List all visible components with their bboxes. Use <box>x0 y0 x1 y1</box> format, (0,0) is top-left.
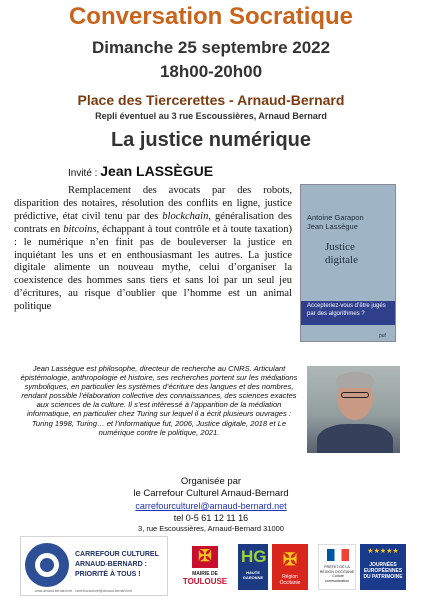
book-publisher: puf <box>379 333 386 339</box>
fallback-venue: Repli éventuel au 3 rue Escoussières, Arnaud Bernard <box>95 111 327 121</box>
occitanie-cross-icon: ✠ <box>282 550 298 569</box>
book-question: Accepteriez-vous d’être jugés par des algorithmes ? <box>307 303 386 317</box>
event-title: Conversation Socratique <box>68 3 354 30</box>
guest-bio: Jean Lassègue est philosophe, directeur de recherche au CNRS. Articulant épistémologie, anthropologie et histoire, ses recherches portent sur les médiations symboliques, en particulier les systèmes d’écriture des langues et des nombres, rendant possible l’élaboration collective des connaissances, des sciences exactes aux sciences de la culture. Il s’est intéressé à l’apparition de la médiation informatique, en particulier chez Turing sur lequel il a écrit plusieurs ouvrages : Turing 1998, Turing… et l’informatique fut, 2006, Justice digitale, 2018 et Le numérique contre le politique, 2021. <box>20 364 298 437</box>
toulouse-logo-line-1: MAIRIE DE <box>192 571 218 577</box>
prefet-logo <box>318 544 356 590</box>
description-paragraph <box>14 185 292 314</box>
organizer-name: le Carrefour Culturel Arnaud-Bernard <box>133 488 289 499</box>
organizer-address: 3, rue Escoussières, Arnaud-Bernard 31000 <box>138 524 284 533</box>
ccab-logo-small: www.arnaud-bernard.net · carrefourculturel@arnaud-bernard.net <box>35 589 133 593</box>
book-title <box>325 241 358 267</box>
organizer-phone: tel 0-5 61 12 11 16 <box>173 513 249 523</box>
haute-garonne-mark: HG <box>241 547 267 566</box>
description-bitcoins: bitcoins <box>63 223 97 235</box>
book-title-line-1: Justice <box>325 241 355 253</box>
ccab-logo-line-1: CARREFOUR CULTUREL <box>75 551 159 558</box>
toulouse-logo-line-2: TOULOUSE <box>182 577 228 586</box>
guest-label: Invité : <box>68 168 98 179</box>
organizer-intro: Organisée par <box>180 476 242 487</box>
guest-portrait <box>307 366 400 453</box>
guest-line <box>68 164 213 181</box>
organizer-email-link[interactable]: carrefourculturel@arnaud-bernard.net <box>135 501 287 511</box>
jep-text: JOURNÉES EUROPÉENNES DU PATRIMOINE <box>363 562 403 580</box>
guest-name: Jean LASSÈGUE <box>100 163 214 179</box>
event-place: Place des Tiercerettes - Arnaud-Bernard <box>77 92 345 108</box>
occitanie-text: Région Occitanie <box>279 574 301 586</box>
event-date: Dimanche 25 septembre 2022 <box>91 38 331 57</box>
description-part-2: , généralisation des contrats en <box>14 210 292 235</box>
ccab-logo <box>20 536 168 596</box>
portrait-hair <box>336 372 374 388</box>
eu-stars-icon: ★★★★★ <box>367 548 399 555</box>
book-title-line-2: digitale <box>325 254 358 266</box>
ccab-logo-line-3: PRIORITÉ À TOUS ! <box>75 571 141 578</box>
prefet-text: PRÉFET DE LA RÉGION OCCITANIE · Culture communication <box>319 565 355 583</box>
ccab-emblem-icon <box>25 543 69 587</box>
description-part-3: , échappant à tout contrôle et à toute taxation) : le numérique n’en finit pas de bouleverser la justice en inquiétant les uns et en enthousiasmant les autres. La justice digitale alimente un nouveau mythe, celui d’organiser la coexistence des hommes sans tiers et sans loi par un seul jeu d’écritures, au risque d’oublier que l’homme est un animal politique <box>14 223 292 313</box>
ccab-logo-line-2: ARNAUD-BERNARD : <box>75 561 147 568</box>
description-blockchain: blockchain <box>162 210 209 222</box>
occitan-cross-icon: ✠ <box>192 546 218 568</box>
french-flag-icon <box>327 549 349 561</box>
haute-garonne-text: HAUTE GARONNE <box>242 570 264 580</box>
book-author-2: Jean Lassègue <box>307 222 358 231</box>
portrait-shirt <box>317 424 393 453</box>
occitanie-logo <box>272 544 308 590</box>
book-authors <box>307 213 364 231</box>
event-time: 18h00-20h00 <box>159 62 263 81</box>
haute-garonne-logo <box>238 544 268 590</box>
description-part-1: Remplacement des avocats par des robots, disparition des notaires, résolution des conflits en ligne, justice prédictive, état civil tenu par des <box>14 185 292 222</box>
jep-logo <box>360 544 406 590</box>
book-cover <box>300 184 396 342</box>
portrait-glasses <box>341 392 369 398</box>
book-author-1: Antoine Garapon <box>307 213 364 222</box>
toulouse-logo <box>182 546 228 586</box>
event-topic: La justice numérique <box>110 129 312 151</box>
